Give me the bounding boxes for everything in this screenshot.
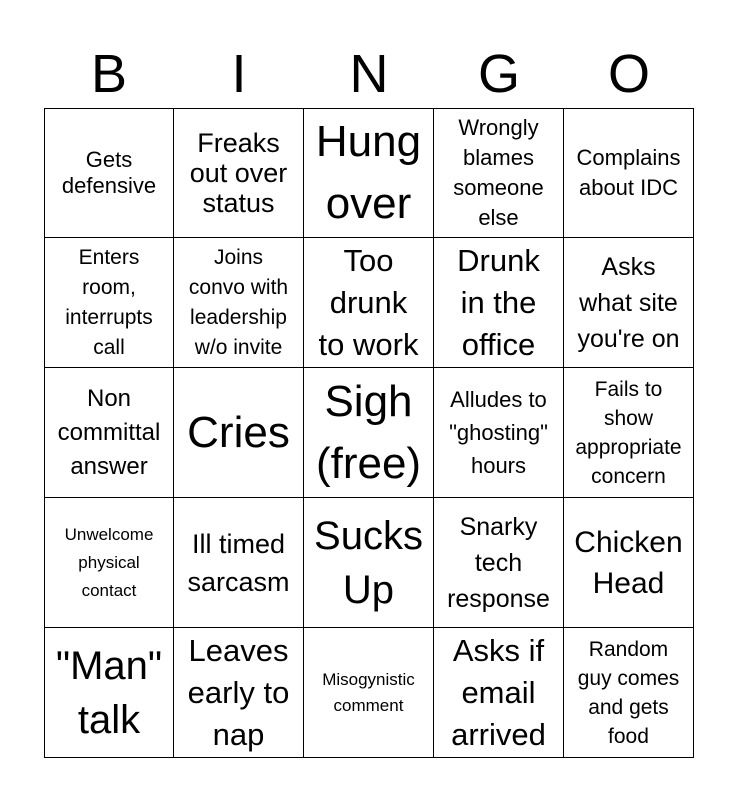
- bingo-cell[interactable]: [434, 108, 564, 238]
- bingo-cell[interactable]: [174, 108, 304, 238]
- bingo-cell[interactable]: [304, 108, 434, 238]
- cell-label: Non committal answer: [57, 384, 161, 480]
- bingo-header: [44, 40, 694, 108]
- cell-label: Hung over: [315, 117, 422, 228]
- header-letter-n: N: [349, 44, 389, 104]
- cell-label: Leaves early to nap: [187, 632, 290, 752]
- bingo-cell[interactable]: [434, 498, 564, 628]
- bingo-cell[interactable]: [564, 498, 694, 628]
- cell-label: Gets defensive: [61, 147, 157, 198]
- header-letter-g: G: [477, 44, 520, 104]
- cell-label: Joins convo with leadership w/o invite: [188, 245, 289, 359]
- header-letter-o: O: [607, 44, 650, 104]
- cell-label: Fails to show appropriate concern: [575, 377, 682, 488]
- cell-label: Unwelcome physical contact: [64, 524, 154, 600]
- bingo-grid: [44, 108, 694, 758]
- bingo-cell[interactable]: [174, 498, 304, 628]
- bingo-cell[interactable]: [174, 238, 304, 368]
- bingo-cell[interactable]: [304, 368, 434, 498]
- bingo-cell[interactable]: [564, 108, 694, 238]
- bingo-cell[interactable]: [44, 628, 174, 758]
- cell-label: Ill timed sarcasm: [187, 528, 290, 597]
- bingo-cell[interactable]: [564, 628, 694, 758]
- cell-label: Too drunk to work: [318, 242, 419, 362]
- bingo-cell[interactable]: [44, 238, 174, 368]
- cell-label: Misogynistic comment: [322, 669, 415, 715]
- bingo-cell[interactable]: [434, 628, 564, 758]
- cell-label: Wrongly blames someone else: [453, 115, 544, 230]
- bingo-cell[interactable]: [174, 628, 304, 758]
- cell-label: Alludes to "ghosting" hours: [449, 387, 548, 478]
- cell-label: Sucks Up: [314, 513, 423, 612]
- bingo-cell[interactable]: [44, 368, 174, 498]
- bingo-cell[interactable]: [304, 628, 434, 758]
- cell-label: Freaks out over status: [189, 128, 288, 218]
- cell-label: Chicken Head: [574, 525, 683, 600]
- cell-label: "Man" talk: [55, 643, 163, 742]
- bingo-cell[interactable]: [434, 238, 564, 368]
- cell-label: Enters room, interrupts call: [65, 245, 153, 359]
- cell-label: Random guy comes and gets food: [577, 637, 680, 748]
- bingo-cell[interactable]: [44, 498, 174, 628]
- header-letter-i: I: [231, 44, 247, 104]
- bingo-cell[interactable]: [434, 368, 564, 498]
- bingo-cell[interactable]: [174, 368, 304, 498]
- cell-label: Asks if email arrived: [451, 632, 546, 752]
- bingo-cell[interactable]: [564, 238, 694, 368]
- cell-label: Sigh (free): [315, 376, 422, 488]
- cell-label: Complains about IDC: [576, 145, 681, 200]
- bingo-cell[interactable]: [304, 238, 434, 368]
- cell-label: Snarky tech response: [447, 512, 550, 613]
- bingo-cell[interactable]: [44, 108, 174, 238]
- bingo-cell[interactable]: [564, 368, 694, 498]
- cell-label: Drunk in the office: [457, 242, 540, 362]
- header-letter-b: B: [90, 44, 128, 104]
- bingo-cell[interactable]: [304, 498, 434, 628]
- cell-label: Cries: [187, 407, 290, 457]
- cell-label: Asks what site you're on: [577, 252, 680, 353]
